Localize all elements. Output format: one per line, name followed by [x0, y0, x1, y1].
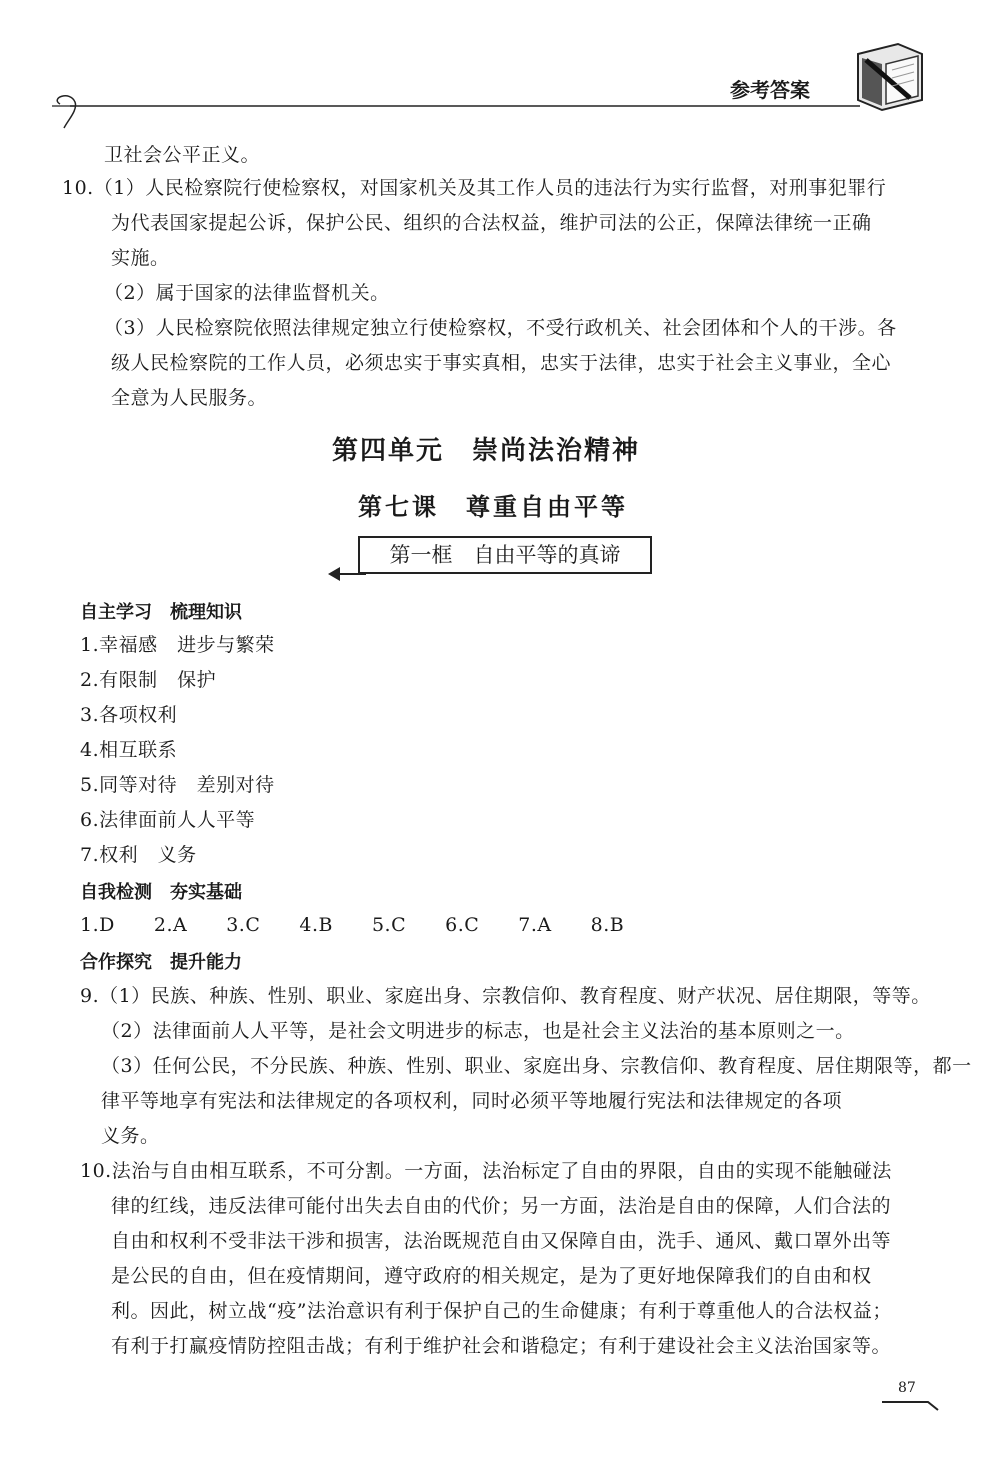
- q10-prev-p3-line-2: 级人民检察院的工作人员，必须忠实于事实真相，忠实于法律，忠实于社会主义事业，全心: [111, 352, 892, 374]
- q9-line-2: （2）法律面前人人平等，是社会文明进步的标志，也是社会主义法治的基本原则之一。: [101, 1020, 855, 1042]
- q9-line-5: 义务。: [101, 1125, 160, 1147]
- list-item: 1.幸福感 进步与繁荣: [80, 634, 275, 656]
- list-item: 2.有限制 保护: [80, 669, 217, 691]
- list-item: 3.各项权利: [80, 704, 178, 726]
- list-item: 4.相互联系: [80, 739, 178, 761]
- section-title-self-study: 自主学习 梳理知识: [80, 602, 242, 623]
- section-title-cooperation: 合作探究 提升能力: [80, 952, 242, 973]
- page-number-underline-icon: [880, 1398, 940, 1414]
- q10-prev-p3-line-1: （3）人民检察院依照法律规定独立行使检察权，不受行政机关、社会团体和个人的干涉。各: [104, 317, 897, 339]
- q10-line-4: 是公民的自由，但在疫情期间，遵守政府的相关规定，是为了更好地保障我们的自由和权: [111, 1265, 872, 1287]
- q9-line-4: 律平等地享有宪法和法律规定的各项权利，同时必须平等地履行宪法和法律规定的各项: [101, 1090, 843, 1112]
- q10-prev-p1-line-1: 10.（1）人民检察院行使检察权，对国家机关及其工作人员的违法行为实行监督，对刑事犯罪行: [62, 177, 887, 199]
- q10-line-1: 10.法治与自由相互联系，不可分割。一方面，法治标定了自由的界限，自由的实现不能触碰法: [80, 1160, 892, 1182]
- continuation-line: 卫社会公平正义。: [104, 144, 261, 166]
- unit-title: 第四单元 崇尚法治精神: [332, 436, 641, 466]
- q10-line-2: 律的红线，违反法律可能付出失去自由的代价；另一方面，法治是自由的保障，人们合法的: [111, 1195, 892, 1217]
- page-number: 87: [898, 1380, 916, 1396]
- section-title-self-check: 自我检测 夯实基础: [80, 882, 242, 903]
- q10-line-5: 利。因此，树立战“疫”法治意识有利于保护自己的生命健康；有利于尊重他人的合法权益；: [111, 1300, 892, 1322]
- q10-prev-p1-line-3: 实施。: [111, 247, 170, 269]
- list-item: 5.同等对待 差别对待: [80, 774, 275, 796]
- lesson-title: 第七课 尊重自由平等: [358, 492, 628, 521]
- book-icon: [852, 40, 932, 112]
- header-title: 参考答案: [730, 78, 810, 102]
- list-item: 6.法律面前人人平等: [80, 809, 256, 831]
- list-item: 7.权利 义务: [80, 844, 197, 866]
- q10-line-3: 自由和权利不受非法干涉和损害，法治既规范自由又保障自由，洗手、通风、戴口罩外出等: [111, 1230, 892, 1252]
- q10-prev-p2: （2）属于国家的法律监督机关。: [104, 282, 390, 304]
- q9-line-3: （3）任何公民，不分民族、种族、性别、职业、家庭出身、宗教信仰、教育程度、居住期限等，都一: [101, 1055, 972, 1077]
- q9-line-1: 9.（1）民族、种族、性别、职业、家庭出身、宗教信仰、教育程度、财产状况、居住期限，等等。: [80, 985, 931, 1007]
- header: [0, 0, 1000, 120]
- frame-title: 第一框 自由平等的真谛: [358, 536, 652, 574]
- q10-line-6: 有利于打赢疫情防控阻击战；有利于维护社会和谐稳定；有利于建设社会主义法治国家等。: [111, 1335, 892, 1357]
- answer-key-line: 1.D 2.A 3.C 4.B 5.C 6.C 7.A 8.B: [80, 914, 625, 936]
- q10-prev-p1-line-2: 为代表国家提起公诉，保护公民、组织的合法权益，维护司法的公正，保障法律统一正确: [111, 212, 872, 234]
- q10-prev-p3-line-3: 全意为人民服务。: [111, 387, 268, 409]
